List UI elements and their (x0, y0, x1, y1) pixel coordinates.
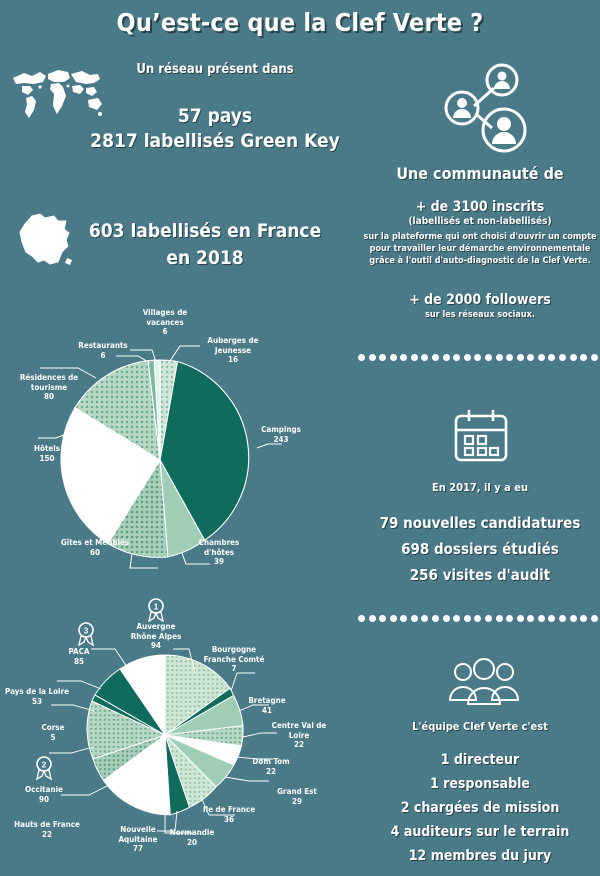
label-value: 77 (132, 844, 143, 853)
community-body (352, 231, 600, 267)
pie2-label-ile-de-france (200, 805, 258, 824)
pie2-label-bourgogne-franche-comte (198, 645, 270, 674)
label-line1: Gîtes et Meublés (60, 538, 130, 547)
team-item: 1 responsable (430, 776, 530, 792)
team-subtitle: L'équipe Clef Verte c'est (412, 720, 548, 733)
label-line1: Pays de la Loire (5, 687, 69, 696)
label-line1: Occitanie (25, 785, 63, 794)
label-value: 150 (39, 453, 55, 463)
label-value: 90 (38, 794, 49, 804)
pie2-label-hauts-de-france (14, 820, 80, 839)
pie-chart-establishment-types (60, 360, 260, 560)
label-value: 80 (43, 392, 54, 401)
label-value: 5 (50, 732, 56, 742)
pie2-label-corse (36, 723, 70, 742)
label-line2: vacances (146, 317, 184, 327)
pie-chart-regions (85, 655, 245, 815)
pie1-label-chambres-dhotes (188, 538, 250, 567)
pie2-label-normandie (166, 828, 218, 847)
label-value: 22 (293, 740, 304, 749)
pie2-label-grand-est (272, 787, 322, 806)
year-stats-item: 256 visites d'audit (409, 566, 551, 584)
pie1-label-residences-de-tourisme (8, 373, 90, 402)
label-value: 85 (73, 656, 84, 666)
label-line1: Corse (41, 723, 65, 732)
label-value: 22 (265, 766, 276, 776)
page-title: Qu’est-ce que la Clef Verte ? (116, 8, 484, 37)
label-value: 94 (150, 641, 161, 650)
year-stats-item: 698 dossiers étudiés (401, 540, 559, 558)
team-item: 4 auditeurs sur le terrain (390, 824, 570, 840)
label-value: 29 (291, 796, 302, 806)
pie2-label-centre-val-de-loire (268, 721, 330, 750)
label-line1: Villages de (142, 308, 188, 317)
section-divider-2 (358, 613, 598, 623)
pie2-label-occitanie (20, 785, 68, 804)
label-value: 7 (231, 664, 237, 673)
label-value: 243 (273, 434, 289, 444)
svg-text:3: 3 (83, 626, 89, 636)
community-network-icon (434, 58, 538, 158)
svg-text:2: 2 (41, 760, 47, 770)
label-value: 53 (31, 696, 42, 706)
label-line2: d'hôtes (203, 547, 235, 557)
label-line2: Franche Comté (203, 654, 265, 664)
calendar-icon (452, 408, 510, 466)
community-members-note: (labellisés et non-labellisés) (408, 216, 552, 227)
pie1-label-gites-et-meubles (50, 538, 140, 557)
label-line1: Résidences de (19, 373, 79, 382)
community-followers-note: sur les réseaux sociaux. (425, 310, 535, 320)
pie1-label-restaurants (62, 341, 144, 360)
label-line1: Bourgogne (211, 645, 257, 654)
label-line2: tourisme (30, 382, 68, 392)
pie2-label-bretagne (244, 696, 290, 715)
label-line1: Grand Est (277, 787, 317, 796)
pie2-label-pays-de-la-loire (2, 687, 72, 706)
year-stats-subtitle: En 2017, il y a eu (432, 481, 528, 494)
community-body-line1: sur la plateforme qui ont choisi d'ouvrir un compte (363, 232, 597, 242)
medal-rank-1-icon (146, 598, 166, 622)
france-heading-line2: en 2018 (166, 247, 244, 269)
team-item: 12 membres du jury (408, 848, 552, 864)
label-line1: Restaurants (78, 341, 128, 350)
pie1-label-hotels (22, 444, 72, 463)
label-value: 39 (213, 557, 224, 566)
team-item: 1 directeur (440, 752, 520, 768)
year-stats-list (360, 510, 600, 588)
label-line2: Aquitaine (118, 834, 158, 844)
year-stats-item: 79 nouvelles candidatures (379, 514, 581, 532)
label-line1: Hôtels (33, 444, 61, 453)
network-countries: 57 pays (177, 105, 253, 127)
pie2-label-paca (62, 647, 96, 666)
label-line1: Auberges de (207, 336, 259, 345)
france-heading (70, 218, 340, 272)
label-line2: Rhône Alpes (130, 631, 182, 641)
france-heading-line1: 603 labellisés en France (88, 220, 322, 242)
label-value: 6 (162, 327, 168, 336)
team-group-icon (448, 658, 520, 708)
label-line1: Auvergne (136, 622, 176, 631)
label-line2: Loire (288, 730, 310, 740)
community-followers: + de 2000 followers (409, 292, 551, 308)
community-body-line2: pour travailler leur démarche environnementale (369, 244, 591, 254)
community-body-line3: grâce à l'outil d'auto-diagnostic de la Clef Verte. (369, 256, 591, 266)
network-label: Un réseau présent dans (136, 62, 294, 77)
label-line1: Normandie (169, 828, 215, 837)
community-members: + de 3100 inscrits (415, 199, 545, 215)
label-value: 20 (186, 837, 197, 847)
team-item: 2 chargées de mission (400, 800, 560, 816)
network-certified: 2817 labellisés Green Key (90, 130, 340, 152)
svg-text:1: 1 (153, 602, 159, 612)
label-line2: Jeunesse (214, 345, 252, 355)
pie2-label-auvergne-rhone-alpes (126, 622, 186, 651)
label-line1: Chambres (198, 538, 240, 547)
label-line1: Hauts de France (14, 820, 80, 829)
pie1-label-auberges-de-jeunesse (198, 336, 268, 365)
label-line1: Nouvelle (120, 825, 156, 834)
label-value: 22 (41, 829, 52, 839)
medal-rank-2-icon (34, 756, 54, 780)
label-line1: Ile de France (202, 805, 256, 814)
label-line1: PACA (68, 647, 90, 656)
label-line1: Centre Val de (271, 721, 327, 730)
community-title: Une communauté de (396, 164, 564, 183)
label-value: 6 (100, 350, 106, 360)
label-line1: Dom Tom (252, 757, 290, 766)
label-value: 41 (261, 705, 272, 715)
pie1-label-villages-de-vacances (120, 308, 210, 337)
team-list (360, 748, 600, 868)
label-value: 36 (223, 814, 234, 824)
label-value: 16 (227, 355, 238, 364)
france-map-icon (14, 212, 76, 270)
pie1-label-campings (252, 425, 310, 444)
pie2-label-nouvelle-aquitaine (112, 825, 164, 854)
section-divider-1 (358, 352, 598, 362)
pie2-label-dom-tom (248, 757, 294, 776)
label-line1: Bretagne (248, 696, 286, 705)
label-line1: Campings (261, 425, 301, 434)
label-value: 60 (89, 547, 100, 557)
medal-rank-3-icon (76, 622, 96, 646)
